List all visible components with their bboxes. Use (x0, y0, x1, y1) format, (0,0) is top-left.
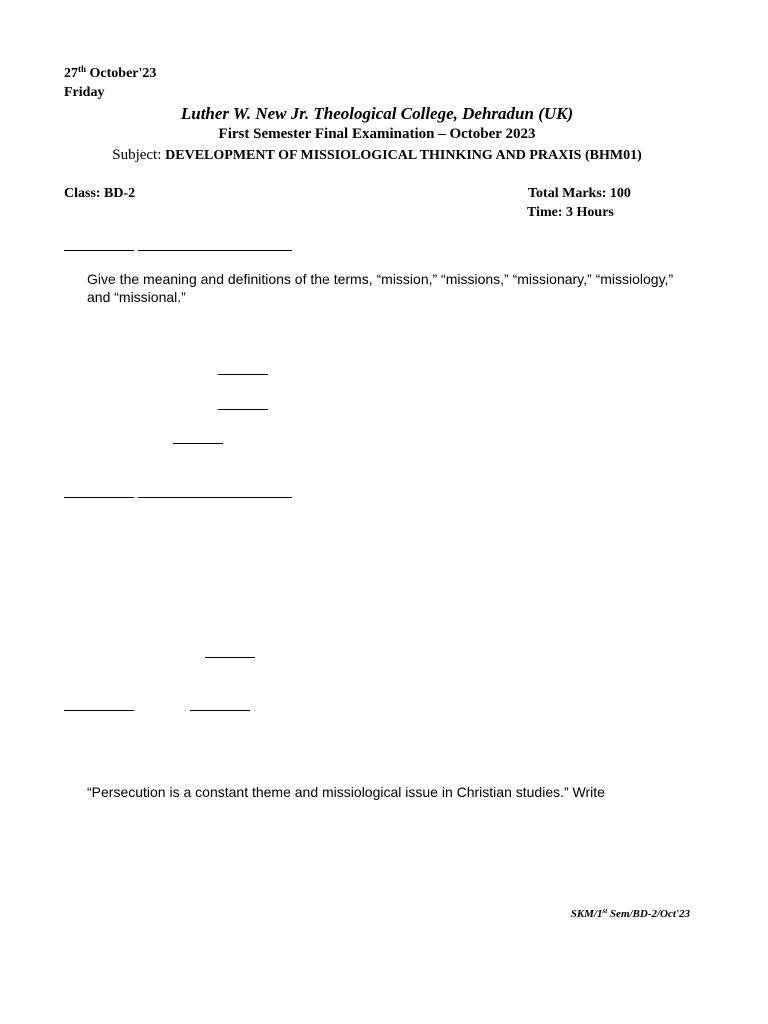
section-rule (64, 710, 134, 711)
section-rule (138, 497, 292, 498)
section-rule (190, 710, 250, 711)
underline-mark (205, 657, 255, 658)
exam-subject (0, 147, 754, 164)
section-rule (138, 250, 292, 251)
underline-mark (218, 409, 268, 410)
footer-code: SKM/1st Sem/BD-2/Oct'23 (570, 907, 690, 920)
underline-mark (218, 374, 268, 375)
subject-label: Subject: (112, 147, 166, 163)
question-text: Give the meaning and definitions of the terms, “mission,” “missions,” “missionary,” “missiology,” and “missional.” (87, 271, 674, 305)
subject-value: DEVELOPMENT OF MISSIOLOGICAL THINKING AND PRAXIS (BHM01) (165, 148, 642, 163)
underline-mark (173, 443, 223, 444)
exam-title: First Semester Final Examination – October 2023 (218, 126, 536, 142)
question-text: “Persecution is a constant theme and missiological issue in Christian studies.” Write (87, 784, 605, 800)
exam-date: 27th October'23 (64, 64, 157, 81)
section-rule (64, 497, 134, 498)
exam-weekday: Friday (64, 85, 105, 100)
college-name: Luther W. New Jr. Theological College, Dehradun (UK) (180, 104, 574, 123)
exam-time: Time: 3 Hours (527, 205, 614, 220)
class-label: Class: BD-2 (64, 186, 136, 201)
total-marks: Total Marks: 100 (528, 186, 631, 201)
section-rule (64, 250, 134, 251)
